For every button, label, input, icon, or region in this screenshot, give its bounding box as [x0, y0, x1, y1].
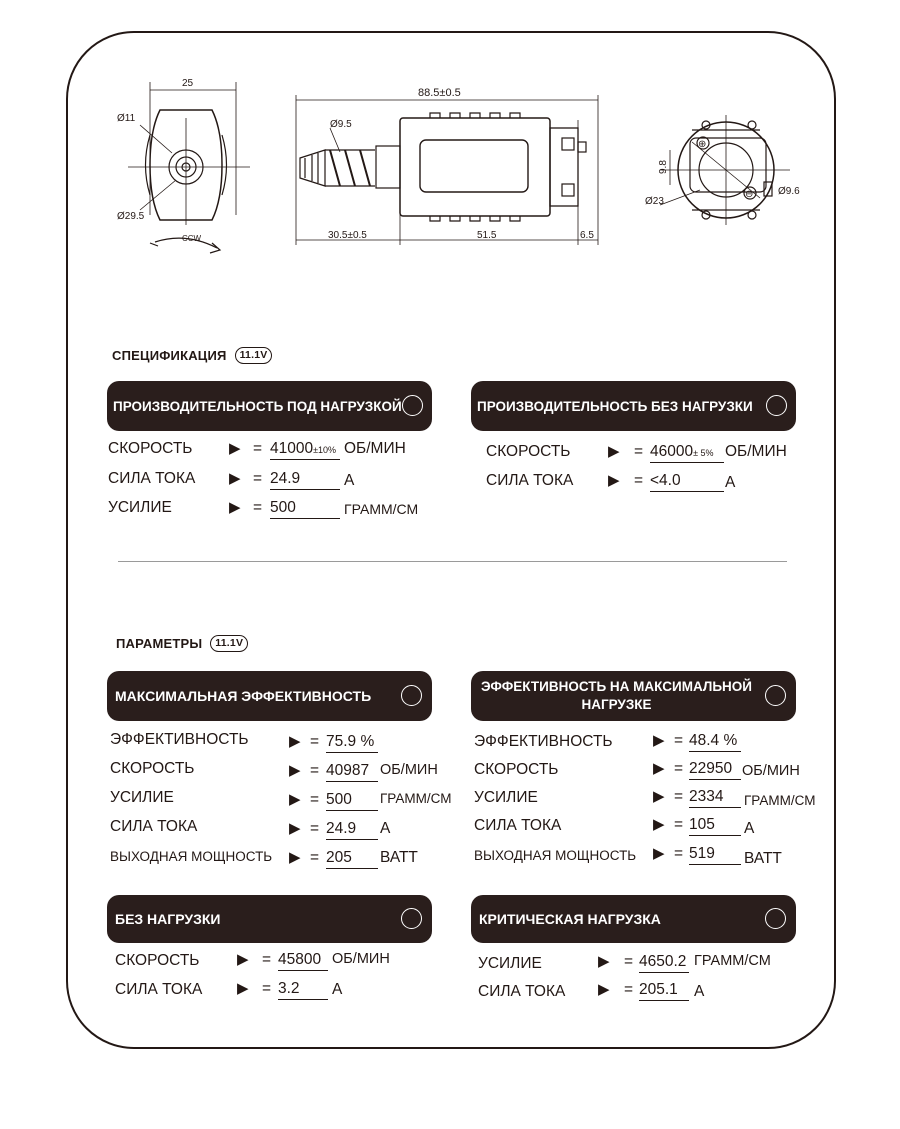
row-value: <4.0: [650, 472, 724, 492]
rear-height-dim: 9.8: [658, 160, 669, 174]
noload-speed-row: [115, 952, 435, 974]
stall-header: [471, 895, 796, 943]
max-eff-power-row: [110, 847, 470, 869]
row-key: СИЛА ТОКА: [115, 981, 203, 998]
max-eff-torque-row: [110, 789, 470, 811]
spec-noload-current-row: [486, 472, 806, 494]
row-eq: =: [253, 499, 263, 516]
arrow-icon: ▶: [237, 980, 249, 997]
stall-current-row: [478, 983, 798, 1005]
arrow-icon: ▶: [653, 732, 665, 749]
row-key: УСИЛИЕ: [474, 789, 538, 806]
row-key: СИЛА ТОКА: [110, 818, 198, 835]
row-unit: A: [344, 472, 355, 489]
row-key: СКОРОСТЬ: [115, 952, 200, 969]
eff-max-load-power-row: [474, 846, 834, 868]
row-unit: A: [725, 474, 736, 491]
motor-technical-drawing: [0, 0, 900, 300]
row-key: СИЛА ТОКА: [108, 470, 196, 487]
row-unit: ВАТТ: [380, 849, 418, 866]
row-unit: ОБ/МИН: [332, 951, 390, 967]
row-key: ВЫХОДНАЯ МОЩНОСТЬ: [474, 848, 637, 863]
row-key: СИЛА ТОКА: [478, 983, 566, 1000]
row-unit: ГРАММ/СМ: [344, 501, 419, 517]
row-unit: ВАТТ: [744, 850, 782, 867]
row-unit: ГРАММ/СМ: [744, 793, 816, 808]
arrow-icon: ▶: [289, 733, 301, 750]
eff-max-load-torque-row: [474, 789, 834, 811]
row-tolerance: ±10%: [313, 445, 337, 455]
row-eq: =: [674, 788, 684, 805]
rear-view: [660, 115, 790, 225]
eff-max-load-header-label: [471, 671, 762, 721]
max-efficiency-header-label: МАКСИМАЛЬНАЯ ЭФФЕКТИВНОСТЬ: [115, 688, 372, 704]
row-value: 40987: [326, 762, 378, 782]
plus-terminal-icon: ⊕: [698, 139, 707, 150]
row-value: 46000± 5%: [650, 443, 724, 463]
rear-outer-dim: Ø23: [645, 196, 664, 207]
row-value: 500: [270, 499, 340, 519]
noload-performance-header-label: ПРОИЗВОДИТЕЛЬНОСТЬ БЕЗ НАГРУЗКИ: [477, 398, 753, 414]
row-tolerance: ± 5%: [693, 448, 714, 458]
arrow-icon: ▶: [289, 791, 301, 808]
noload-performance-header: [471, 381, 796, 431]
max-eff-speed-row: [110, 760, 470, 782]
circle-icon: [401, 685, 422, 706]
side-length-dim: 88.5±0.5: [418, 87, 461, 99]
minus-terminal-icon: ⊖: [745, 189, 754, 200]
row-unit: A: [694, 983, 705, 1000]
row-value: 41000±10%: [270, 440, 340, 460]
row-eq: =: [253, 440, 263, 457]
row-value: 22950: [689, 760, 741, 780]
arrow-icon: ▶: [653, 760, 665, 777]
row-eq: =: [262, 980, 272, 997]
row-value: 45800: [278, 951, 328, 971]
row-key: ЭФФЕКТИВНОСТЬ: [474, 733, 613, 750]
stall-torque-row: [478, 955, 798, 977]
row-key: СКОРОСТЬ: [108, 440, 193, 457]
row-eq: =: [262, 951, 272, 968]
arrow-icon: ▶: [289, 820, 301, 837]
arrow-icon: ▶: [229, 499, 241, 516]
row-unit: ГРАММ/СМ: [380, 791, 452, 806]
arrow-icon: ▶: [229, 440, 241, 457]
side-seg1-dim: 30.5±0.5: [328, 230, 367, 241]
circle-icon: [402, 395, 423, 416]
row-unit: ОБ/МИН: [344, 440, 406, 457]
circle-icon: [765, 685, 786, 706]
noload-current-row: [115, 981, 435, 1003]
params-title-text: ПАРАМЕТРЫ: [116, 636, 203, 651]
row-value: 75.9 %: [326, 733, 378, 753]
arrow-icon: ▶: [289, 762, 301, 779]
row-eq: =: [634, 443, 644, 460]
row-value: 205: [326, 849, 378, 869]
arrow-icon: ▶: [598, 981, 610, 998]
load-performance-header: [107, 381, 432, 431]
row-eq: =: [310, 849, 320, 866]
max-eff-current-row: [110, 818, 470, 840]
row-value: 48.4 %: [689, 732, 741, 752]
row-unit: ОБ/МИН: [380, 762, 438, 778]
stall-header-label: КРИТИЧЕСКАЯ НАГРУЗКА: [479, 911, 661, 927]
rotation-label: CCW: [182, 234, 202, 243]
side-seg2-dim: 51.5: [477, 230, 497, 241]
noload-header: [107, 895, 432, 943]
row-eq: =: [624, 953, 634, 970]
max-efficiency-header: [107, 671, 432, 721]
params-title: [116, 635, 248, 652]
row-value: 24.9: [270, 470, 340, 490]
row-value: 105: [689, 816, 741, 836]
row-unit: A: [332, 981, 343, 998]
front-width-dim: 25: [182, 78, 194, 89]
row-eq: =: [674, 732, 684, 749]
row-key: СКОРОСТЬ: [486, 443, 571, 460]
eff-max-load-current-row: [474, 817, 834, 839]
row-unit: ГРАММ/СМ: [694, 953, 771, 969]
spec-title-text: СПЕЦИФИКАЦИЯ: [112, 348, 227, 363]
row-key: ВЫХОДНАЯ МОЩНОСТЬ: [110, 849, 273, 864]
side-seg3-dim: 6.5: [580, 230, 594, 241]
side-gear-dim: Ø9.5: [330, 119, 352, 130]
rear-terminal-dim: Ø9.6: [778, 186, 800, 197]
row-eq: =: [624, 981, 634, 998]
row-value: 3.2: [278, 980, 328, 1000]
row-key: СКОРОСТЬ: [474, 761, 559, 778]
row-value: 519: [689, 845, 741, 865]
front-view: [128, 82, 250, 253]
row-eq: =: [634, 472, 644, 489]
row-key: СИЛА ТОКА: [486, 472, 574, 489]
row-key: УСИЛИЕ: [478, 955, 542, 972]
row-value: 500: [326, 791, 378, 811]
spec-load-torque-row: [108, 499, 438, 521]
arrow-icon: ▶: [608, 472, 620, 489]
row-value: 205.1: [639, 981, 689, 1001]
row-value: 2334: [689, 788, 741, 808]
circle-icon: [401, 908, 422, 929]
front-body-dim: Ø29.5: [117, 211, 145, 222]
eff-max-load-speed-row: [474, 761, 834, 783]
side-view: [296, 95, 598, 245]
row-unit: ОБ/МИН: [742, 763, 800, 779]
row-key: УСИЛИЕ: [108, 499, 172, 516]
arrow-icon: ▶: [229, 470, 241, 487]
eff-max-load-efficiency-row: [474, 733, 834, 755]
arrow-icon: ▶: [289, 849, 301, 866]
max-eff-efficiency-row: [110, 731, 470, 753]
arrow-icon: ▶: [237, 951, 249, 968]
eff-max-load-header: [471, 671, 796, 721]
front-shaft-dim: Ø11: [117, 113, 136, 124]
row-eq: =: [674, 760, 684, 777]
row-value: 4650.2: [639, 953, 689, 973]
params-voltage-badge: 11.1V: [210, 635, 248, 652]
arrow-icon: ▶: [608, 443, 620, 460]
row-eq: =: [674, 816, 684, 833]
row-eq: =: [310, 762, 320, 779]
row-value: 24.9: [326, 820, 378, 840]
row-eq: =: [253, 470, 263, 487]
header-line-2: НАГРУЗКЕ: [581, 697, 652, 712]
spec-title: [112, 347, 272, 364]
row-eq: =: [674, 845, 684, 862]
spec-load-current-row: [108, 470, 438, 492]
arrow-icon: ▶: [598, 953, 610, 970]
load-performance-header-label: ПРОИЗВОДИТЕЛЬНОСТЬ ПОД НАГРУЗКОЙ: [113, 398, 402, 414]
row-key: СКОРОСТЬ: [110, 760, 195, 777]
row-key: ЭФФЕКТИВНОСТЬ: [110, 731, 249, 748]
circle-icon: [765, 908, 786, 929]
row-key: УСИЛИЕ: [110, 789, 174, 806]
spec-load-speed-row: [108, 440, 438, 462]
row-key: СИЛА ТОКА: [474, 817, 562, 834]
arrow-icon: ▶: [653, 845, 665, 862]
row-unit: A: [744, 820, 755, 837]
row-eq: =: [310, 791, 320, 808]
section-divider: [118, 561, 787, 562]
row-eq: =: [310, 733, 320, 750]
arrow-icon: ▶: [653, 816, 665, 833]
arrow-icon: ▶: [653, 788, 665, 805]
row-unit: ОБ/МИН: [725, 443, 787, 460]
spec-noload-speed-row: [486, 443, 806, 465]
row-unit: A: [380, 820, 391, 837]
circle-icon: [766, 395, 787, 416]
header-line-1: ЭФФЕКТИВНОСТЬ НА МАКСИМАЛЬНОЙ: [481, 679, 752, 694]
noload-header-label: БЕЗ НАГРУЗКИ: [115, 911, 221, 927]
spec-voltage-badge: 11.1V: [235, 347, 273, 364]
row-eq: =: [310, 820, 320, 837]
